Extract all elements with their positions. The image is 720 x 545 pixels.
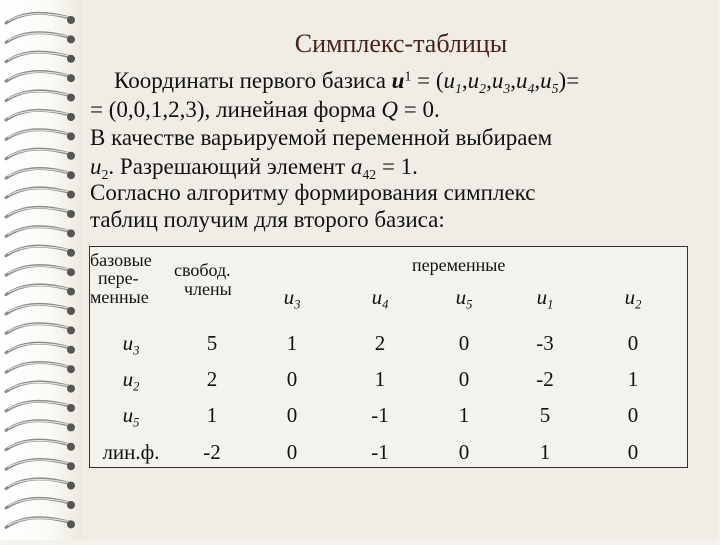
ring	[6, 33, 75, 44]
header-variables: переменные	[412, 255, 506, 275]
ring	[6, 285, 75, 296]
slide-content	[82, 0, 718, 540]
table-cell: 0	[627, 403, 639, 427]
row-label: $u_5$	[122, 403, 140, 430]
header-var-u4: $u_4$	[371, 285, 389, 312]
ring	[6, 91, 75, 102]
ring	[6, 498, 75, 509]
row-label: лин.ф.	[102, 440, 160, 464]
ring	[6, 382, 75, 393]
ring	[6, 421, 75, 432]
header-basis-2: пере-	[98, 268, 139, 288]
ring	[6, 188, 75, 199]
ring	[6, 227, 75, 238]
table-cell: 1	[458, 403, 470, 427]
table-cell: 0	[458, 331, 470, 355]
spiral-rings	[0, 0, 82, 540]
ring	[6, 304, 75, 315]
ring	[6, 363, 75, 374]
table-cell: 0	[286, 403, 298, 427]
simplex-table	[89, 246, 688, 468]
table-cell: 0	[458, 440, 470, 464]
var-tuple-4: $u_4$	[515, 68, 535, 96]
table-cell: 1	[286, 331, 298, 355]
table-cell: 2	[374, 331, 386, 355]
table-cell: 5	[539, 403, 551, 427]
table-cell: -3	[536, 331, 554, 355]
row-label: $u_2$	[122, 367, 140, 394]
text-fragment: = (	[411, 68, 444, 93]
ring	[6, 169, 75, 180]
ring	[6, 246, 75, 257]
ring	[6, 518, 75, 529]
text-line-4: $u_2$. Разрешающий элемент $a_{42} = 1$.	[90, 154, 418, 182]
table-cell: 5	[206, 331, 218, 355]
ring	[6, 440, 75, 451]
header-var-u5: $u_5$	[455, 285, 473, 312]
text-line-5: Согласно алгоритму формирования симплекс	[90, 180, 536, 205]
header-var-u3: $u_3$	[283, 285, 301, 312]
table-cell: -2	[203, 440, 221, 464]
ring	[6, 52, 75, 63]
table-cell: 1	[374, 367, 386, 391]
text-line-2: = (0,0,1,2,3), линейная форма Q = 0.	[90, 97, 440, 122]
table-cell: 1	[627, 367, 639, 391]
table-cell: 1	[539, 440, 551, 464]
table-cell: 0	[286, 440, 298, 464]
text-line-6: таблиц получим для второго базиса:	[90, 207, 445, 232]
basis-symbol: u	[391, 68, 405, 93]
text-fragment: )=	[558, 68, 580, 93]
var-tuple-3: $u_3$	[491, 68, 511, 96]
header-var-u1: $u_1$	[536, 285, 554, 312]
ring	[6, 343, 75, 354]
table-cell: 0	[286, 367, 298, 391]
ring	[6, 401, 75, 412]
ring	[6, 130, 75, 141]
row-label: $u_3$	[122, 331, 140, 358]
table-cell: 0	[458, 367, 470, 391]
ring	[6, 266, 75, 277]
ring	[6, 207, 75, 218]
ring	[6, 479, 75, 490]
header-free-1: свобод.	[174, 260, 231, 280]
header-var-u2: $u_2$	[624, 285, 642, 312]
table-cell: -2	[536, 367, 554, 391]
table-cell: -1	[371, 403, 389, 427]
table-cell: -1	[371, 440, 389, 464]
var-tuple-2: $u_2$	[467, 68, 487, 96]
var-tuple-1: $u_1$	[443, 68, 462, 96]
slide-title: Симплекс-таблицы	[294, 29, 508, 58]
table-cell: 2	[206, 367, 218, 391]
header-basis-1: базовые	[90, 250, 152, 270]
text-fragment: Координаты первого базиса	[114, 68, 392, 93]
basis-superscript: 1	[404, 68, 412, 84]
ring	[6, 324, 75, 335]
ring	[6, 72, 75, 83]
table-cell: 0	[627, 331, 639, 355]
table-cell: 0	[627, 440, 639, 464]
ring	[6, 149, 75, 160]
table-cell: 1	[206, 403, 218, 427]
header-basis-3: менные	[90, 287, 149, 307]
ring	[6, 460, 75, 471]
ring	[6, 110, 75, 121]
header-free-2: члены	[184, 279, 232, 299]
text-line-1: Координаты первого базиса $u^1 = (u_1,u_2,u_3,u_4,u_5)=$	[114, 68, 580, 96]
ring	[6, 13, 75, 24]
spiral-binding	[0, 0, 82, 540]
q-symbol: Q	[381, 97, 399, 122]
text-line-3: В качестве варьируемой переменной выбираем	[90, 125, 553, 150]
var-tuple-5: $u_5$	[540, 68, 559, 96]
